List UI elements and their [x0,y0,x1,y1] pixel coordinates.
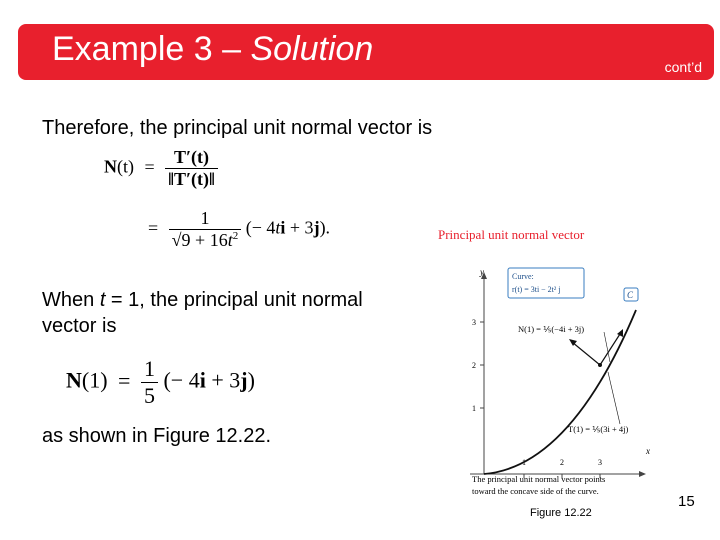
equation-normal-at-1 [66,356,255,409]
curve-box-eq: r(t) = 3ti − 2t² j [512,285,561,294]
eq2-den-t: t [227,230,233,250]
eq1-N: N [104,156,117,177]
n1-label: N(1) = ⅕(−4i + 3j) [518,324,585,334]
principal-normal-label: Principal unit normal vector [438,227,585,242]
figure-12-22 [460,262,660,502]
when-text-line2: vector is [42,315,117,337]
eq2-plus: + 3 [285,217,314,238]
when-t: t [99,289,106,311]
eq2-numerator: 1 [200,208,210,228]
title-bar [18,24,714,80]
curve-c [484,310,636,474]
x-axis-label: x [646,446,650,456]
contd-label: cont’d [664,59,702,75]
curve-label: C [627,290,634,300]
intro-text: Therefore, the principal unit normal vector is [42,117,433,139]
when-b: = 1, the principal unit normal [105,289,363,311]
eq2-close: ). [319,217,331,238]
eq2-equals: = [148,217,159,238]
title-main: Example 3 – [52,30,251,68]
eq3-N: N [66,367,82,393]
page-number: 15 [678,493,695,510]
eq3-i: i [199,367,206,393]
y-axis-label: y [480,267,484,277]
eq1-equals: = [144,156,155,177]
caption-line1: The principal unit normal vector points [472,474,606,484]
title-italic: Solution [250,30,374,68]
eq3-fraction [141,356,158,409]
y-tick-label-3: 3 [472,318,476,327]
curve-box-title: Curve: [512,272,534,281]
eq1-fraction [165,147,218,190]
x-axis-arrow [639,471,646,477]
t1-label: T(1) = ⅕(3i + 4j) [568,424,629,434]
when-a: When [42,289,100,311]
eq3-denominator: 5 [141,382,158,409]
equation-normal-expression [148,208,330,251]
eq2-denominator: $√9 + 16t^2$ [169,229,242,251]
eq3-j: j [240,367,248,393]
eq2-j: j [313,217,320,238]
eq3-plus: + 3 [205,367,241,393]
eq3-close: ) [247,367,255,393]
eq2-paren-t: t [275,217,281,238]
caption-line2: toward the concave side of the curve. [472,486,599,496]
eq2-paren: (− 4 [245,217,276,238]
when-text-line1 [42,288,363,312]
y-tick-label-1: 1 [472,404,476,413]
eq2-i: i [280,217,286,238]
eq3-numerator: 1 [143,356,155,381]
eq2-fraction [169,208,242,251]
figure-number: Figure 12.22 [530,507,592,519]
x-tick-label-2: 2 [560,458,564,467]
eq2-den-sup: 2 [232,230,239,242]
x-tick-label-1: 1 [522,458,526,467]
y-tick-label-2: 2 [472,361,476,370]
eq3-arg: (1) [81,367,108,393]
t1-leader [608,372,620,424]
as-shown-text: as shown in Figure 12.22. [42,425,272,447]
eq3-paren: (− 4 [163,367,200,393]
normal-vector-arrow [572,342,600,365]
x-tick-label-3: 3 [598,458,602,467]
slide-title [52,30,373,69]
eq3-equals: = [118,367,131,393]
eq1-denominator: ‖T′(t)‖ [165,168,218,190]
eq1-numerator: T′(t) [173,147,210,167]
eq2-den-a: 9 + 16 [181,230,228,250]
tangent-arrowhead [617,329,623,337]
equation-normal-definition [104,147,218,190]
eq1-t: (t) [117,156,134,177]
